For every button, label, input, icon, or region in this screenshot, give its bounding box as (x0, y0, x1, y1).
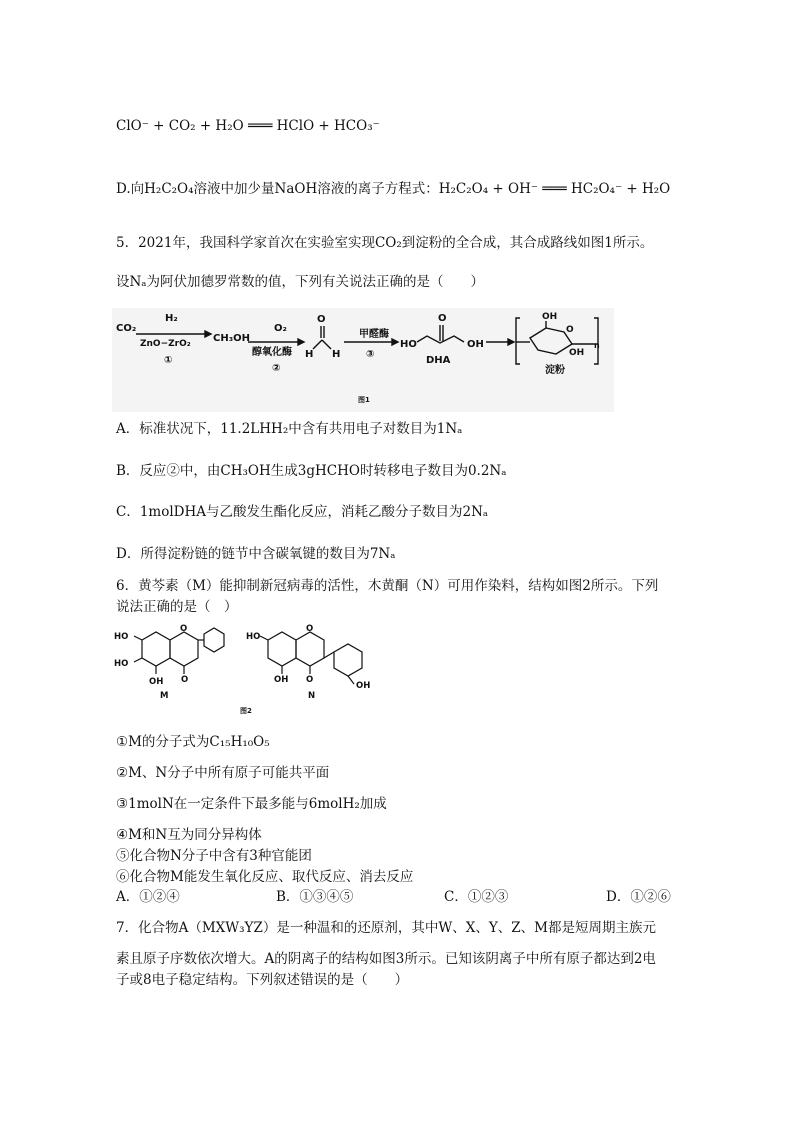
figure-1-scheme (112, 308, 614, 412)
co2-label: CO₂ (116, 323, 137, 334)
formolase-label: 甲醛酶 (359, 329, 389, 340)
dha-oh-label: OH (467, 339, 484, 350)
q5-stem-2: 设Nₐ为阿伏加德罗常数的值，下列有关说法正确的是（ ） (116, 274, 485, 290)
baicalein-structure-drawing (112, 622, 252, 715)
q6-option-b: B．①③④⑤ (276, 889, 354, 905)
q6-item-4: ④M和N互为同分异构体 (116, 827, 262, 843)
n-label: N (308, 691, 316, 701)
figure-2-caption: 图2 (240, 707, 252, 715)
q5-option-b: B．反应②中，由CH₃OH生成3gHCHO时转移电子数目为0.2Nₐ (116, 463, 507, 479)
q6-item-6: ⑥化合物M能发生氧化反应、取代反应、消去反应 (116, 869, 414, 885)
aldehyde-h-right: H (332, 349, 341, 360)
q6-option-c: C．①②③ (444, 889, 509, 905)
alcohol-oxidase-label: 醇氧化酶 (252, 347, 292, 358)
q6-option-a: A．①②④ (116, 889, 180, 905)
starch-oh-bottom: OH (569, 348, 585, 358)
ch3oh-label: CH₃OH (213, 333, 250, 344)
step-1-label: ① (164, 355, 173, 366)
synthesis-route-drawing (112, 308, 614, 412)
q5-option-a: A．标准状况下，11.2LHH₂中含有共用电子对数目为1Nₐ (116, 421, 463, 437)
q6-item-1: ①M的分子式为C₁₅H₁₀O₅ (116, 734, 270, 750)
m-ring-o: O (180, 624, 188, 634)
n-carbonyl-o: O (306, 675, 314, 685)
dha-ho-label: HO (400, 339, 417, 350)
m-oh: OH (149, 677, 164, 687)
starch-label: 淀粉 (545, 365, 565, 376)
q6-item-3: ③1molN在一定条件下最多能与6molH₂加成 (116, 796, 387, 812)
starch-oh-top: OH (542, 312, 558, 322)
n-ho: HO (246, 632, 261, 642)
n-oh-a: OH (274, 675, 289, 685)
starch-n-label: n (594, 341, 600, 350)
q6-stem-1: 6．黄芩素（M）能抑制新冠病毒的活性，木黄酮（N）可用作染料，结构如图2所示。下列 (116, 578, 659, 594)
starch-ring-o: O (566, 325, 574, 335)
step-3-label: ③ (366, 349, 375, 360)
n-oh-b: OH (356, 681, 371, 691)
dha-label: DHA (426, 355, 451, 366)
arrow-1-head (205, 331, 211, 337)
q6-item-2: ②M、N分子中所有原子可能共平面 (116, 765, 330, 781)
genistein-structure-drawing (244, 622, 394, 714)
catalyst-label: ZnO−ZrO₂ (140, 339, 191, 349)
arrow-4-head (508, 339, 514, 345)
q7-stem-1: 7．化合物A（MXW₃YZ）是一种温和的还原剂，其中W、X、Y、Z、M都是短周期主族元 (116, 920, 656, 936)
h2-label: H₂ (165, 313, 178, 324)
step-2-label: ② (272, 363, 281, 374)
dha-o-label: O (438, 313, 447, 324)
option-d-text: D.向H₂C₂O₄溶液中加少量NaOH溶液的离子方程式：H₂C₂O₄ + OH⁻ ═══ HC₂O₄⁻ + H₂O (116, 181, 671, 197)
figure-1-caption: 图1 (358, 396, 370, 404)
starch-bracket-left (516, 318, 520, 364)
arrow-3-head (392, 339, 398, 345)
q6-stem-2: 说法正确的是（ ） (116, 599, 238, 615)
q5-option-c: C．1molDHA与乙酸发生酯化反应，消耗乙酸分子数目为2Nₐ (116, 504, 489, 520)
figure-2-structure-n (244, 622, 394, 714)
m-ho-1: HO (114, 632, 129, 642)
arrow-2-head (298, 339, 304, 345)
equation-clo: ClO⁻ + CO₂ + H₂O ═══ HClO + HCO₃⁻ (116, 118, 380, 134)
m-ho-2: HO (114, 659, 129, 669)
q7-stem-3: 子或8电子稳定结构。下列叙述错误的是（ ） (116, 972, 409, 988)
q6-option-d: D．①②⑥ (606, 889, 671, 905)
m-carbonyl-o: O (181, 675, 189, 685)
m-label: M (160, 691, 169, 701)
n-ring-o: O (306, 624, 314, 634)
q6-item-5: ⑤化合物N分子中含有3种官能团 (116, 848, 312, 864)
aldehyde-h-left: H (305, 349, 314, 360)
o2-label: O₂ (274, 323, 287, 334)
aldehyde-o-label: O (317, 314, 326, 325)
q5-option-d: D．所得淀粉链的链节中含碳氧键的数目为7Nₐ (116, 546, 396, 562)
figure-2-structure-m (112, 622, 252, 715)
q7-stem-2: 素且原子序数依次增大。A的阴离子的结构如图3所示。已知该阴离子中所有原子都达到2电 (116, 951, 656, 967)
q5-stem-1: 5．2021年，我国科学家首次在实验室实现CO₂到淀粉的全合成，其合成路线如图1所示。 (116, 235, 654, 251)
